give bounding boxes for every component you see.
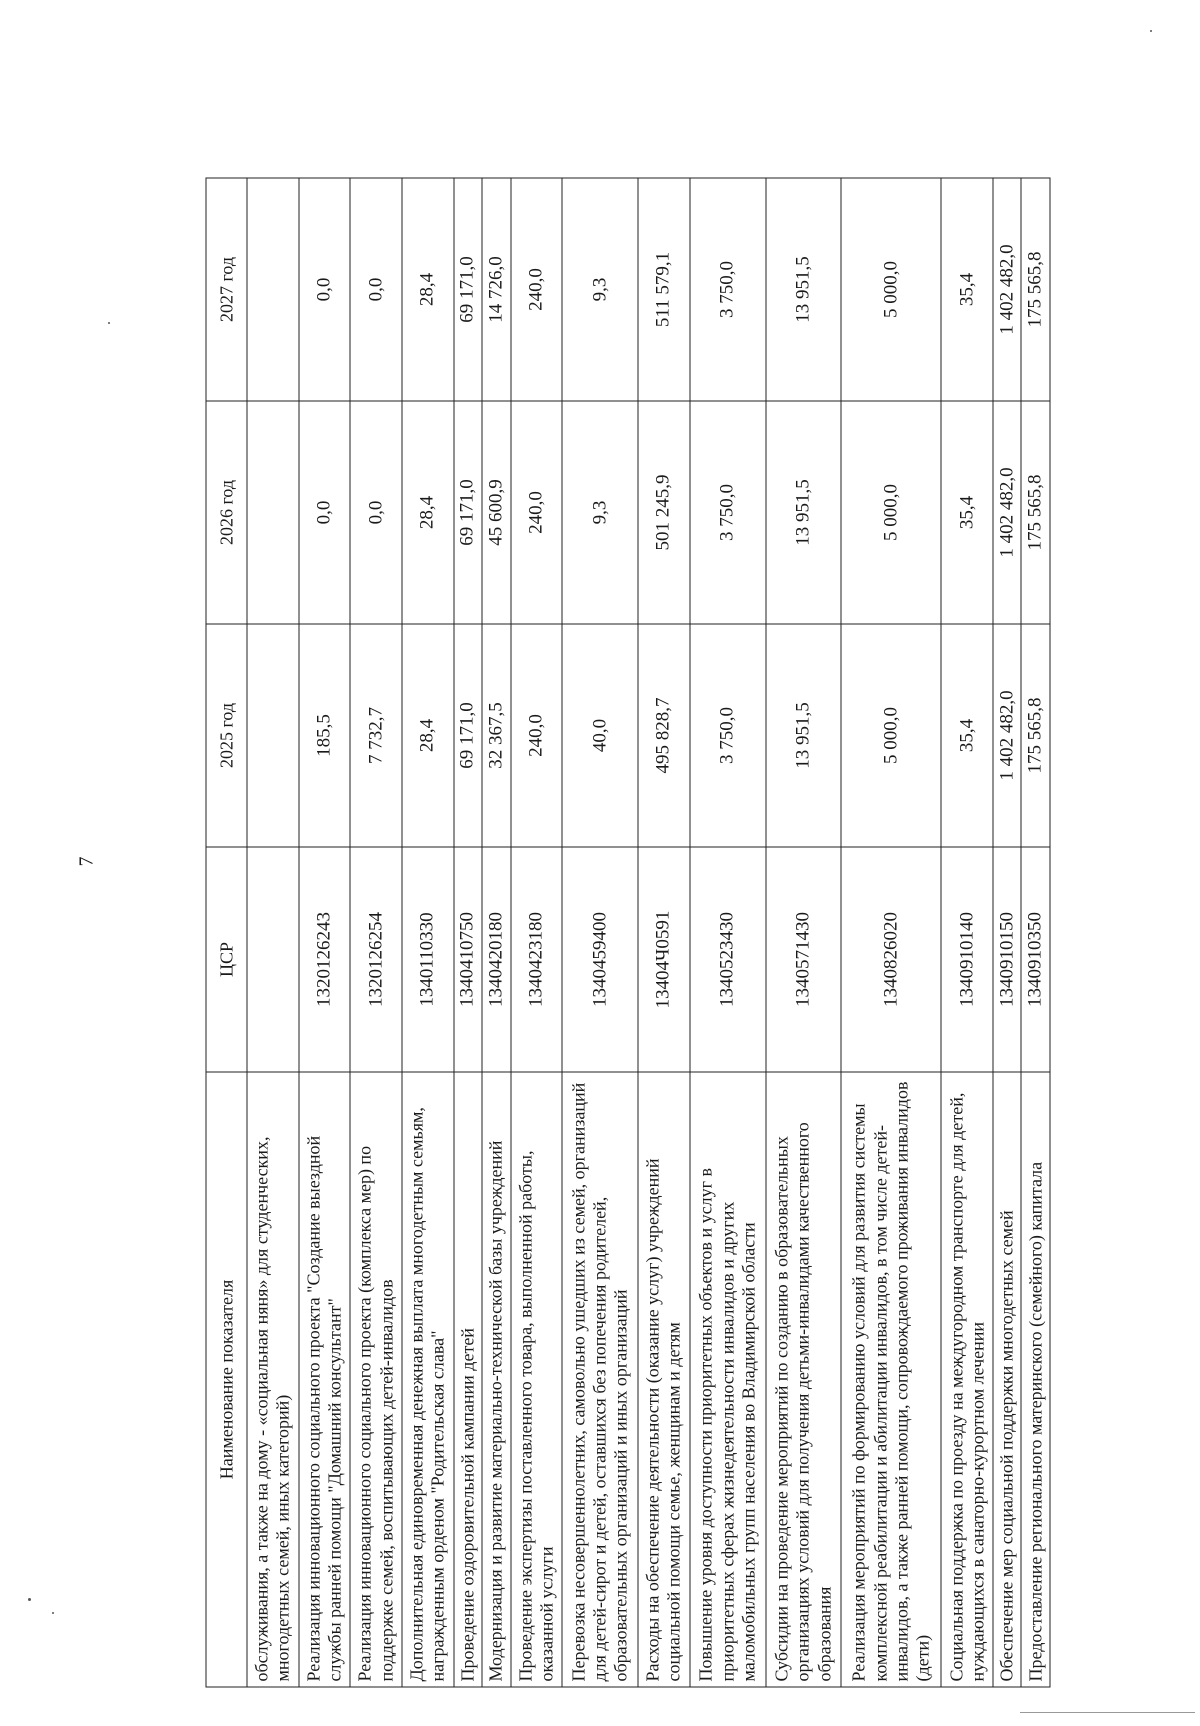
csr-code-cell: 1340910150 bbox=[993, 847, 1021, 1072]
value-2027-cell: 240,0 bbox=[511, 178, 563, 401]
header-indicator-name: Наименование показателя bbox=[206, 1072, 247, 1687]
csr-code-cell: 1320126254 bbox=[350, 847, 402, 1072]
indicator-name-cell: Обеспечение мер социальной поддержки многодетных семей bbox=[993, 1072, 1021, 1687]
value-2026-cell: 1 402 482,0 bbox=[993, 401, 1021, 624]
header-year-2026: 2026 год bbox=[206, 401, 247, 624]
table-row bbox=[562, 178, 638, 1687]
value-2027-cell: 175 565,8 bbox=[1021, 178, 1050, 401]
csr-code-cell: 1340523430 bbox=[690, 847, 766, 1072]
value-2026-cell: 28,4 bbox=[402, 401, 454, 624]
value-2027-cell: 5 000,0 bbox=[841, 178, 941, 401]
value-2026-cell: 501 245,9 bbox=[638, 401, 690, 624]
value-2027-cell: 14 726,0 bbox=[482, 178, 510, 401]
value-2025-cell: 7 732,7 bbox=[350, 624, 402, 847]
csr-code-cell: 1340826020 bbox=[841, 847, 941, 1072]
value-2026-cell: 0,0 bbox=[299, 401, 351, 624]
value-2025-cell: 35,4 bbox=[941, 624, 993, 847]
scan-edge-line bbox=[1020, 1712, 1195, 1713]
table-row bbox=[1021, 178, 1050, 1687]
value-2025-cell: 32 367,5 bbox=[482, 624, 510, 847]
value-2025-cell: 13 951,5 bbox=[766, 624, 842, 847]
header-csr-code: ЦСР bbox=[206, 847, 247, 1072]
indicator-name-cell: Реализация инновационного социального проекта (комплекса мер) по поддержке семей, воспитывающих детей-инвалидов bbox=[350, 1072, 402, 1687]
csr-code-cell: 1340423180 bbox=[511, 847, 563, 1072]
csr-code-cell: 1340110330 bbox=[402, 847, 454, 1072]
value-2027-cell: 0,0 bbox=[350, 178, 402, 401]
csr-code-cell: 13404Ч0591 bbox=[638, 847, 690, 1072]
indicator-name-cell: Повышение уровня доступности приоритетных объектов и услуг в приоритетных сферах жизнедеятельности инвалидов и других маломобильных групп населения во Владимирской области bbox=[690, 1072, 766, 1687]
indicator-name-cell: Модернизация и развитие материально-технической базы учреждений bbox=[482, 1072, 510, 1687]
scan-speck bbox=[52, 1612, 54, 1614]
budget-indicators-table bbox=[206, 178, 1051, 1688]
value-2027-cell: 1 402 482,0 bbox=[993, 178, 1021, 401]
value-2025-cell: 185,5 bbox=[299, 624, 351, 847]
indicator-name-cell: Проведение оздоровительной кампании детей bbox=[454, 1072, 482, 1687]
indicator-name-cell: Расходы на обеспечение деятельности (оказание услуг) учреждений социальной помощи семье, женщинам и детям bbox=[638, 1072, 690, 1687]
table-row bbox=[993, 178, 1021, 1687]
value-2025-cell: 3 750,0 bbox=[690, 624, 766, 847]
scan-speck bbox=[1150, 30, 1152, 32]
value-2025-cell: 5 000,0 bbox=[841, 624, 941, 847]
csr-code-cell: 1340571430 bbox=[766, 847, 842, 1072]
value-2027-cell: 35,4 bbox=[941, 178, 993, 401]
value-2026-cell: 3 750,0 bbox=[690, 401, 766, 624]
value-2026-cell: 0,0 bbox=[350, 401, 402, 624]
table-row bbox=[402, 178, 454, 1687]
rotated-table-container bbox=[206, 178, 1051, 1688]
table-row bbox=[841, 178, 941, 1687]
value-2026-cell: 240,0 bbox=[511, 401, 563, 624]
csr-code-cell: 1340910140 bbox=[941, 847, 993, 1072]
value-2026-cell: 5 000,0 bbox=[841, 401, 941, 624]
indicator-name-cell: Реализация мероприятий по формированию условий для развития системы комплексной реабилитации и абилитации инвалидов, в том числе детей-инвалидов, а также ранней помощи, сопровождаемого проживания инвалидов (дети) bbox=[841, 1072, 941, 1687]
csr-code-cell: 1320126243 bbox=[299, 847, 351, 1072]
scan-speck bbox=[28, 1598, 31, 1601]
value-2027-cell: 9,3 bbox=[562, 178, 638, 401]
value-2025-cell: 28,4 bbox=[402, 624, 454, 847]
value-2025-cell: 495 828,7 bbox=[638, 624, 690, 847]
value-2027-cell: 3 750,0 bbox=[690, 178, 766, 401]
table-row bbox=[299, 178, 351, 1687]
value-2026-cell bbox=[247, 401, 299, 624]
value-2025-cell: 175 565,8 bbox=[1021, 624, 1050, 847]
table-row bbox=[638, 178, 690, 1687]
value-2025-cell: 240,0 bbox=[511, 624, 563, 847]
table-row bbox=[766, 178, 842, 1687]
header-year-2025: 2025 год bbox=[206, 624, 247, 847]
table-row bbox=[350, 178, 402, 1687]
value-2026-cell: 45 600,9 bbox=[482, 401, 510, 624]
table-row bbox=[454, 178, 482, 1687]
page-number: 7 bbox=[75, 856, 98, 867]
value-2025-cell bbox=[247, 624, 299, 847]
value-2025-cell: 69 171,0 bbox=[454, 624, 482, 847]
value-2026-cell: 9,3 bbox=[562, 401, 638, 624]
indicator-name-cell: Реализация инновационного социального проекта "Создание выездной службы ранней помощи "Домашний консультант" bbox=[299, 1072, 351, 1687]
indicator-name-cell: Субсидии на проведение мероприятий по созданию в образовательных организациях условий для получения детьми-инвалидами качественного образования bbox=[766, 1072, 842, 1687]
csr-code-cell: 1340910350 bbox=[1021, 847, 1050, 1072]
indicator-name-cell: Предоставление регионального материнского (семейного) капитала bbox=[1021, 1072, 1050, 1687]
value-2027-cell: 13 951,5 bbox=[766, 178, 842, 401]
value-2027-cell: 69 171,0 bbox=[454, 178, 482, 401]
table-row bbox=[941, 178, 993, 1687]
table-row bbox=[511, 178, 563, 1687]
table-row bbox=[482, 178, 510, 1687]
value-2026-cell: 13 951,5 bbox=[766, 401, 842, 624]
indicator-name-cell: Социальная поддержка по проезду на междугородном транспорте для детей, нуждающихся в санаторно-курортном лечении bbox=[941, 1072, 993, 1687]
value-2027-cell: 0,0 bbox=[299, 178, 351, 401]
table-row bbox=[690, 178, 766, 1687]
csr-code-cell bbox=[247, 847, 299, 1072]
value-2027-cell: 28,4 bbox=[402, 178, 454, 401]
value-2027-cell bbox=[247, 178, 299, 401]
scan-speck bbox=[108, 322, 110, 324]
indicator-name-cell: обслуживания, а также на дому - «социальная няня» для студенческих, многодетных семей, иных категорий) bbox=[247, 1072, 299, 1687]
indicator-name-cell: Перевозка несовершеннолетних, самовольно ушедших из семей, организаций для детей-сирот и детей, оставшихся без попечения родителей, образовательных организаций и иных организаций bbox=[562, 1072, 638, 1687]
table-row bbox=[247, 178, 299, 1687]
value-2026-cell: 69 171,0 bbox=[454, 401, 482, 624]
value-2025-cell: 1 402 482,0 bbox=[993, 624, 1021, 847]
csr-code-cell: 1340420180 bbox=[482, 847, 510, 1072]
indicator-name-cell: Дополнительная единовременная денежная выплата многодетным семьям, награжденным орденом "Родительская слава" bbox=[402, 1072, 454, 1687]
csr-code-cell: 1340459400 bbox=[562, 847, 638, 1072]
csr-code-cell: 1340410750 bbox=[454, 847, 482, 1072]
value-2027-cell: 511 579,1 bbox=[638, 178, 690, 401]
indicator-name-cell: Проведение экспертизы поставленного товара, выполненной работы, оказанной услуги bbox=[511, 1072, 563, 1687]
value-2026-cell: 175 565,8 bbox=[1021, 401, 1050, 624]
table-header-row bbox=[206, 178, 247, 1687]
header-year-2027: 2027 год bbox=[206, 178, 247, 401]
value-2026-cell: 35,4 bbox=[941, 401, 993, 624]
value-2025-cell: 40,0 bbox=[562, 624, 638, 847]
table-body bbox=[247, 178, 1050, 1687]
